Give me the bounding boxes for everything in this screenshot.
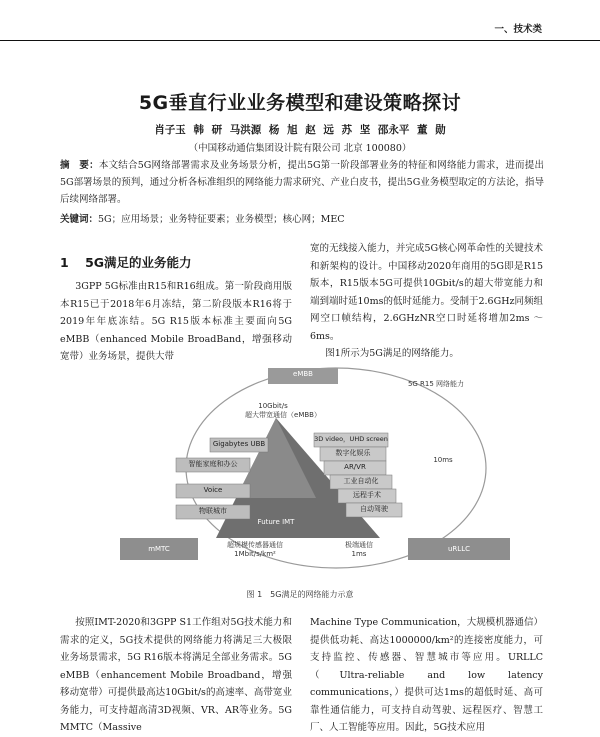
section-number: 1 <box>60 255 69 270</box>
r15-label: 5G R15 网络能力 <box>407 380 465 388</box>
massive-value: 1Mbit/s/km² <box>234 550 276 558</box>
header-rule <box>0 40 600 41</box>
left-paragraph: 3GPP 5G标准由R15和R16组成。第一阶段商用版本R15已于2018年6月冻结，第二阶段版本R16将于2019年年底冻结。5G R15版本标准主要面向5G eMBB（enhanced Mobile BroadBand，增强移动宽带）业务场景，提供大带 <box>60 281 292 362</box>
voice-label: Voice <box>203 486 223 494</box>
iot-city-label: 物联城市 <box>199 507 227 515</box>
running-header <box>0 18 600 40</box>
embb-label: eMBB <box>293 370 313 378</box>
mmtc-label: mMTC <box>148 545 170 553</box>
figure-caption: 图 1 5G满足的网络能力示意 <box>246 590 354 599</box>
rate-top: 10Gbit/s <box>258 402 288 410</box>
abstract-text: 本文结合5G网络部署需求及业务场景分析，提出5G第一阶段部署业务的特征和网络能力需求，进而提出5G部署场景的预判，通过分析各标准组织的网络能力需求研究、产业白皮书，提出5G业务模型取定的方法论，指导后续网络部署。 <box>60 160 544 205</box>
driving-label: 自动驾驶 <box>360 505 388 513</box>
left-column-text <box>60 278 292 366</box>
section-heading <box>60 253 192 271</box>
industry-label: 工业自动化 <box>343 477 379 485</box>
latency-value: 1ms <box>351 550 367 558</box>
surgery-label: 远程手术 <box>353 491 381 499</box>
keywords-label: 关键词： <box>60 214 99 225</box>
urllc-label: uRLLC <box>448 545 470 553</box>
abstract <box>60 157 544 208</box>
future-imt-label: Future IMT <box>257 518 295 526</box>
bottom-left-paragraph: 按照IMT-2020和3GPP S1工作组对5G技术能力和需求的定义，5G技术提供的网络能力将满足三大极限业务场景需求，5G R16版本将满足全部业务需求。5G eMBB（enhancement Mobile Broadband，增强移动宽带）可提供最高达10Gbit/s的高速率、高带宽业务能力，可支持超高清3D视频、VR、AR等业务。5G MMTC（Massive <box>60 617 292 733</box>
right-paragraph-1: 宽的无线接入能力，并完成5G核心网革命性的关键技术和新架构的设计。中国移动2020年商用的5G即是R15版本，R15版本5G可提供10Gbit/s的超大带宽能力和端到端时延10ms的低时延能力。受制于2.6GHz同频组网空口帧结构，2.6GHzNR空口时延将增加2ms ～ 6ms。 <box>310 243 543 342</box>
smart-home-label: 智能家庭和办公 <box>188 460 238 468</box>
rate-top-desc: 超大带宽通信（eMBB） <box>245 411 321 419</box>
video-label: 3D video，UHD screen <box>314 435 388 443</box>
bottom-right-text <box>310 614 543 737</box>
running-header-label: 一、技术类 <box>494 24 542 35</box>
right-column-text <box>310 240 543 363</box>
keywords <box>60 212 544 228</box>
affiliation: （中国移动通信集团设计院有限公司 北京 100080） <box>188 143 412 154</box>
right-paragraph-2: 图1所示为5G满足的网络能力。 <box>325 348 459 359</box>
arvr-label: AR/VR <box>344 463 366 471</box>
massive-desc: 超规模传感器通信 <box>227 541 283 549</box>
author-list: 肖子玉 韩 研 马洪源 杨 旭 赵 远 苏 坚 邵永平 董 勋 <box>154 124 446 136</box>
keywords-text: 5G；应用场景；业务特征要素；业务模型；核心网；MEC <box>98 214 345 225</box>
figure-1 <box>118 366 588 576</box>
bottom-right-paragraph: Machine Type Communication，大规模机器通信）提供低功耗、高达1000000/km²的连接密度能力，可支持监控、传感器、智慧城市等应用。URLLC（Ultra-reliable and low latency communications，）提供可达1ms的超低时延、高可靠性通信能力，可支持自动驾驶、远程医疗、智慧工厂、人工智能等应用。因此，5G技术应用 <box>310 617 543 733</box>
section-title: 5G满足的业务能力 <box>85 255 192 270</box>
paper-title: 5G垂直行业业务模型和建设策略探讨 <box>138 92 462 114</box>
latency-desc: 极端通信 <box>345 541 373 549</box>
latency-top: 10ms <box>433 456 453 464</box>
cloud-label: 数字化娱乐 <box>335 449 371 457</box>
gigabytes-label: Gigabytes UBB <box>212 440 266 448</box>
abstract-label: 摘 要： <box>60 160 99 171</box>
bottom-left-text <box>60 614 292 737</box>
